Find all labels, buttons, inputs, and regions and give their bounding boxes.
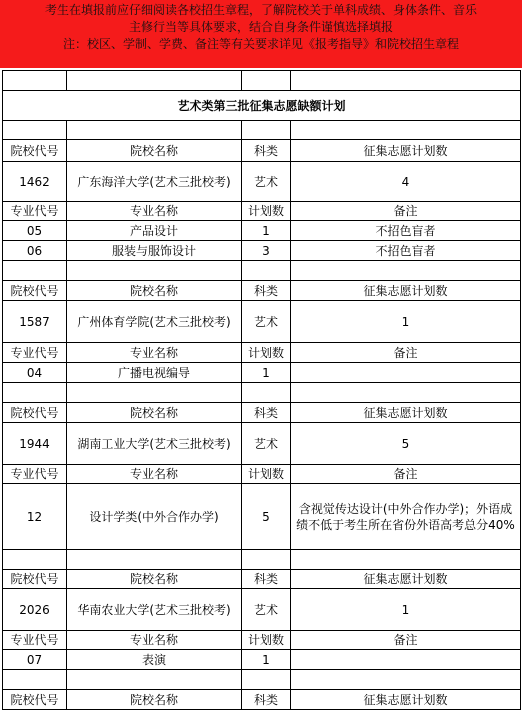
header-remark: 备注 xyxy=(291,343,521,363)
header-major-code: 专业代号 xyxy=(3,631,67,650)
major-row xyxy=(3,221,521,241)
header-school-name: 院校名称 xyxy=(67,140,242,162)
major-row xyxy=(3,241,521,261)
school-row xyxy=(3,301,521,343)
header-major-code: 专业代号 xyxy=(3,343,67,363)
major-remark xyxy=(291,363,521,383)
major-header-row xyxy=(3,465,521,484)
spacer-row xyxy=(3,71,521,91)
major-header-row xyxy=(3,631,521,650)
header-plan-count: 计划数 xyxy=(242,202,291,221)
header-school-name: 院校名称 xyxy=(67,690,242,710)
major-remark xyxy=(291,650,521,670)
school-row xyxy=(3,589,521,631)
major-name: 表演 xyxy=(67,650,242,670)
school-name: 华南农业大学(艺术三批校考) xyxy=(67,589,242,631)
notice-banner xyxy=(0,0,522,68)
school-category: 艺术 xyxy=(242,301,291,343)
school-header-row xyxy=(3,140,521,162)
major-row xyxy=(3,363,521,383)
header-school-name: 院校名称 xyxy=(67,570,242,589)
school-code: 1462 xyxy=(3,162,67,202)
header-school-code: 院校代号 xyxy=(3,403,67,423)
header-school-code: 院校代号 xyxy=(3,690,67,710)
header-major-name: 专业名称 xyxy=(67,465,242,484)
major-header-row xyxy=(3,202,521,221)
header-category: 科类 xyxy=(242,140,291,162)
major-code: 05 xyxy=(3,221,67,241)
spacer-row xyxy=(3,383,521,403)
school-header-row xyxy=(3,570,521,589)
major-remark: 含视觉传达设计(中外合作办学)；外语成绩不低于考生所在省份外语高考总分40% xyxy=(291,484,521,550)
table-title: 艺术类第三批征集志愿缺额计划 xyxy=(3,91,521,121)
school-category: 艺术 xyxy=(242,162,291,202)
school-code: 1944 xyxy=(3,423,67,465)
header-major-name: 专业名称 xyxy=(67,631,242,650)
major-code: 12 xyxy=(3,484,67,550)
header-category: 科类 xyxy=(242,403,291,423)
header-remark: 备注 xyxy=(291,202,521,221)
header-major-code: 专业代号 xyxy=(3,465,67,484)
header-major-code: 专业代号 xyxy=(3,202,67,221)
header-category: 科类 xyxy=(242,570,291,589)
school-header-row xyxy=(3,690,521,710)
major-plan: 3 xyxy=(242,241,291,261)
notice-line-3: 注：校区、学制、学费、备注等有关要求详见《报考指导》和院校招生章程 xyxy=(62,37,459,51)
spacer-row xyxy=(3,550,521,570)
header-major-name: 专业名称 xyxy=(67,202,242,221)
header-plan-count: 计划数 xyxy=(242,631,291,650)
header-major-name: 专业名称 xyxy=(67,343,242,363)
header-remark: 备注 xyxy=(291,631,521,650)
major-name: 广播电视编导 xyxy=(67,363,242,383)
major-plan: 1 xyxy=(242,221,291,241)
header-plan-total: 征集志愿计划数 xyxy=(291,140,521,162)
major-name: 设计学类(中外合作办学) xyxy=(67,484,242,550)
header-plan-total: 征集志愿计划数 xyxy=(291,570,521,589)
school-code: 1587 xyxy=(3,301,67,343)
major-remark: 不招色盲者 xyxy=(291,221,521,241)
school-row xyxy=(3,423,521,465)
school-plan: 5 xyxy=(291,423,521,465)
major-plan: 1 xyxy=(242,363,291,383)
school-code: 2026 xyxy=(3,589,67,631)
spacer-row xyxy=(3,670,521,690)
header-category: 科类 xyxy=(242,690,291,710)
header-plan-total: 征集志愿计划数 xyxy=(291,690,521,710)
spacer-row xyxy=(3,261,521,281)
header-plan-count: 计划数 xyxy=(242,343,291,363)
school-plan: 1 xyxy=(291,301,521,343)
header-plan-total: 征集志愿计划数 xyxy=(291,403,521,423)
header-remark: 备注 xyxy=(291,465,521,484)
header-school-code: 院校代号 xyxy=(3,281,67,301)
header-category: 科类 xyxy=(242,281,291,301)
header-school-name: 院校名称 xyxy=(67,281,242,301)
school-name: 广州体育学院(艺术三批校考) xyxy=(67,301,242,343)
major-header-row xyxy=(3,343,521,363)
major-name: 产品设计 xyxy=(67,221,242,241)
quota-table xyxy=(2,70,521,710)
school-header-row xyxy=(3,281,521,301)
header-school-code: 院校代号 xyxy=(3,570,67,589)
notice-line-2: 主修行当等具体要求，结合自身条件谨慎选择填报 xyxy=(128,20,393,34)
school-name: 广东海洋大学(艺术三批校考) xyxy=(67,162,242,202)
major-remark: 不招色盲者 xyxy=(291,241,521,261)
major-plan: 5 xyxy=(242,484,291,550)
major-row xyxy=(3,484,521,550)
notice-line-1: 考生在填报前应仔细阅读各校招生章程，了解院校关于单科成绩、身体条件、音乐 xyxy=(44,3,477,17)
school-plan: 1 xyxy=(291,589,521,631)
school-plan: 4 xyxy=(291,162,521,202)
major-code: 07 xyxy=(3,650,67,670)
header-school-code: 院校代号 xyxy=(3,140,67,162)
header-plan-total: 征集志愿计划数 xyxy=(291,281,521,301)
school-category: 艺术 xyxy=(242,589,291,631)
header-plan-count: 计划数 xyxy=(242,465,291,484)
school-header-row xyxy=(3,403,521,423)
major-code: 06 xyxy=(3,241,67,261)
major-name: 服装与服饰设计 xyxy=(67,241,242,261)
major-code: 04 xyxy=(3,363,67,383)
spacer-row xyxy=(3,121,521,140)
title-row xyxy=(3,91,521,121)
school-name: 湖南工业大学(艺术三批校考) xyxy=(67,423,242,465)
header-school-name: 院校名称 xyxy=(67,403,242,423)
school-category: 艺术 xyxy=(242,423,291,465)
major-plan: 1 xyxy=(242,650,291,670)
major-row xyxy=(3,650,521,670)
school-row xyxy=(3,162,521,202)
